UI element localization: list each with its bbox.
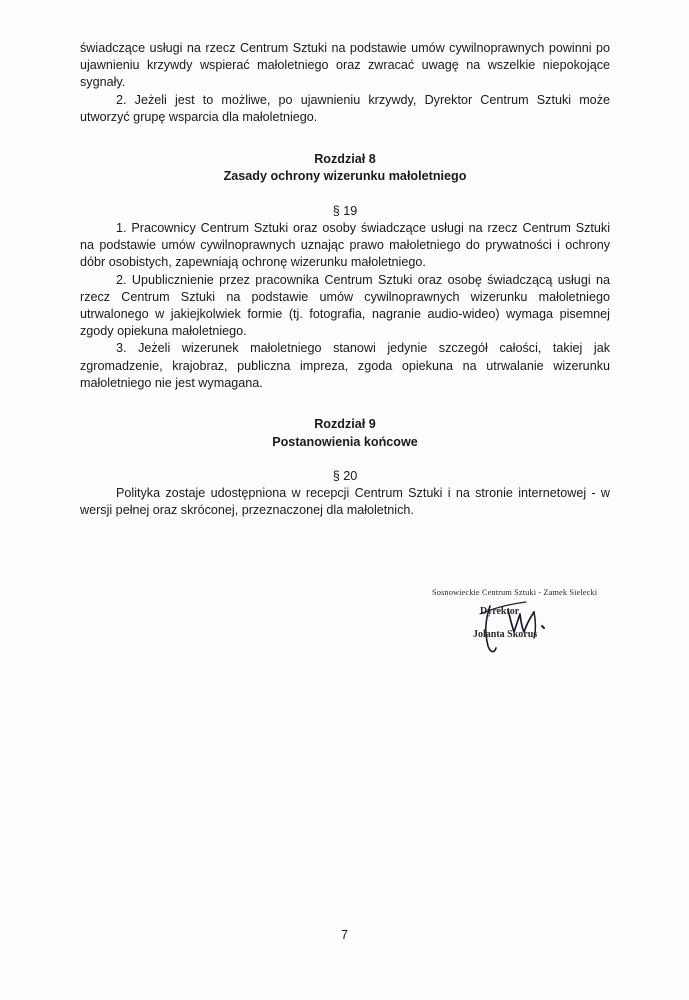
handwritten-signature [450, 596, 560, 656]
chapter-8-title: Zasady ochrony wizerunku małoletniego [223, 169, 467, 183]
chapter-9-title: Postanowienia końcowe [272, 435, 418, 449]
chapter-8-number: Rozdział 8 [314, 152, 376, 166]
section-19-paragraph-3: 3. Jeżeli wizerunek małoletniego stanowi jedynie szczegół całości, takiej jak zgromadzenie, krajobraz, publiczna impreza, zgoda opiekuna na utrwalanie wizerunku małoletniego nie jest wymagana. [80, 341, 610, 390]
stamp-institution: Sosnowieckie Centrum Sztuki - Zamek Sielecki [432, 588, 598, 597]
stamp-role: Dyrektor [480, 606, 520, 617]
continuation-block [80, 40, 610, 126]
continuation-paragraph-2: 2. Jeżeli jest to możliwe, po ujawnieniu krzywdy, Dyrektor Centrum Sztuki może utworzyć grupę wsparcia dla małoletniego. [80, 92, 610, 124]
section-20-paragraph-1: Polityka zostaje udostępniona w recepcji Centrum Sztuki i na stronie internetowej - w wersji pełnej oraz skróconej, przeznaczonej dla małoletnich. [80, 486, 610, 518]
section-19-paragraph-1: 1. Pracownicy Centrum Sztuki oraz osoby świadczące usługi na rzecz Centrum Sztuki na podstawie umów cywilnoprawnych uznając prawo małoletniego do prywatności i ochrony dóbr osobistych, zapewniają ochronę wizerunku małoletniego. [80, 221, 610, 270]
stamp-name: Jolanta Skorus [473, 629, 538, 640]
continuation-paragraph-1: świadczące usługi na rzecz Centrum Sztuki na podstawie umów cywilnoprawnych powinni po ujawnieniu krzywdy wspierać małoletniego oraz zwracać uwagę na wszelkie niepokojące sygnały. [80, 41, 610, 90]
section-20-body [80, 485, 610, 519]
section-19-heading: § 19 [332, 204, 358, 218]
section-19-body [80, 220, 610, 392]
chapter-9-number: Rozdział 9 [314, 417, 376, 431]
section-19-paragraph-2: 2. Upublicznienie przez pracownika Centrum Sztuki oraz osobę świadczącą usługi na rzecz Centrum Sztuki na podstawie umów cywilnoprawnych wizerunku małoletniego utrwalonego w jakiejkolwiek formie (tj. fotografia, nagranie audio-wideo) wymaga pisemnej zgody opiekuna małoletniego. [80, 272, 610, 339]
section-20-heading: § 20 [332, 469, 358, 483]
page-number: 7 [340, 928, 348, 942]
